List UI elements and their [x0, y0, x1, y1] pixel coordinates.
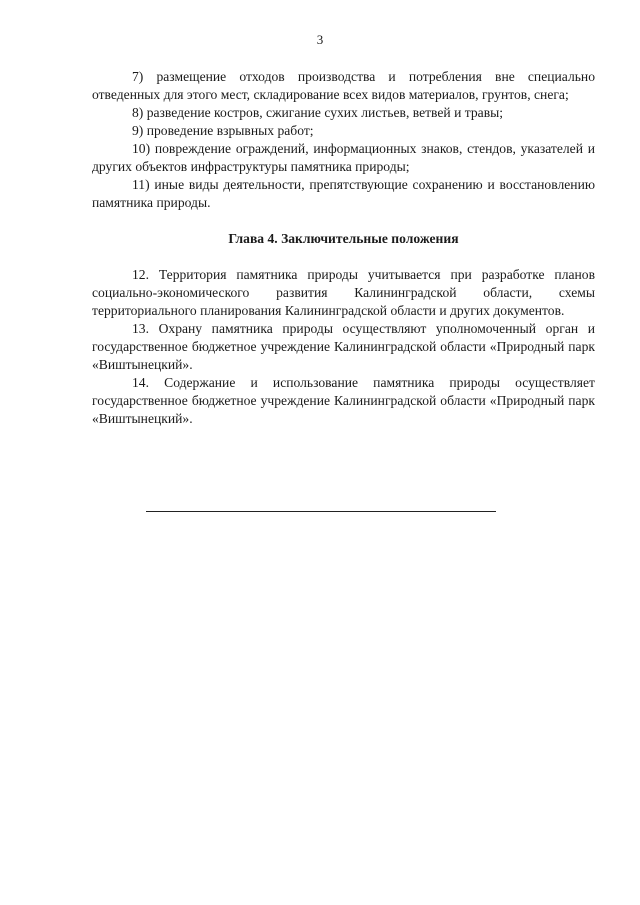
- prohibited-activities-list: [92, 68, 595, 212]
- final-provisions: [92, 266, 595, 428]
- document-body: [92, 68, 595, 428]
- clause-12: 12. Территория памятника природы учитывается при разработке планов социально-экономического развития Калининградской области, схемы территориального планирования Калининградской области и других документов.: [92, 267, 595, 318]
- list-item-7: 7) размещение отходов производства и потребления вне специально отведенных для этого мест, складирование всех видов материалов, грунтов, снега;: [92, 69, 595, 102]
- page-number: 3: [316, 32, 324, 47]
- chapter-heading: Глава 4. Заключительные положения: [228, 231, 459, 246]
- clause-14: 14. Содержание и использование памятника природы осуществляет государственное бюджетное учреждение Калининградской области «Природный парк «Виштынецкий».: [92, 375, 595, 426]
- closing-divider-line: [146, 511, 496, 512]
- list-item-10: 10) повреждение ограждений, информационных знаков, стендов, указателей и других объектов инфраструктуры памятника природы;: [92, 141, 595, 174]
- clause-13: 13. Охрану памятника природы осуществляют уполномоченный орган и государственное бюджетное учреждение Калининградской области «Природный парк «Виштынецкий».: [92, 321, 595, 372]
- list-item-8: 8) разведение костров, сжигание сухих листьев, ветвей и травы;: [132, 105, 504, 120]
- list-item-9: 9) проведение взрывных работ;: [132, 123, 314, 138]
- list-item-11: 11) иные виды деятельности, препятствующие сохранению и восстановлению памятника природы.: [92, 177, 595, 210]
